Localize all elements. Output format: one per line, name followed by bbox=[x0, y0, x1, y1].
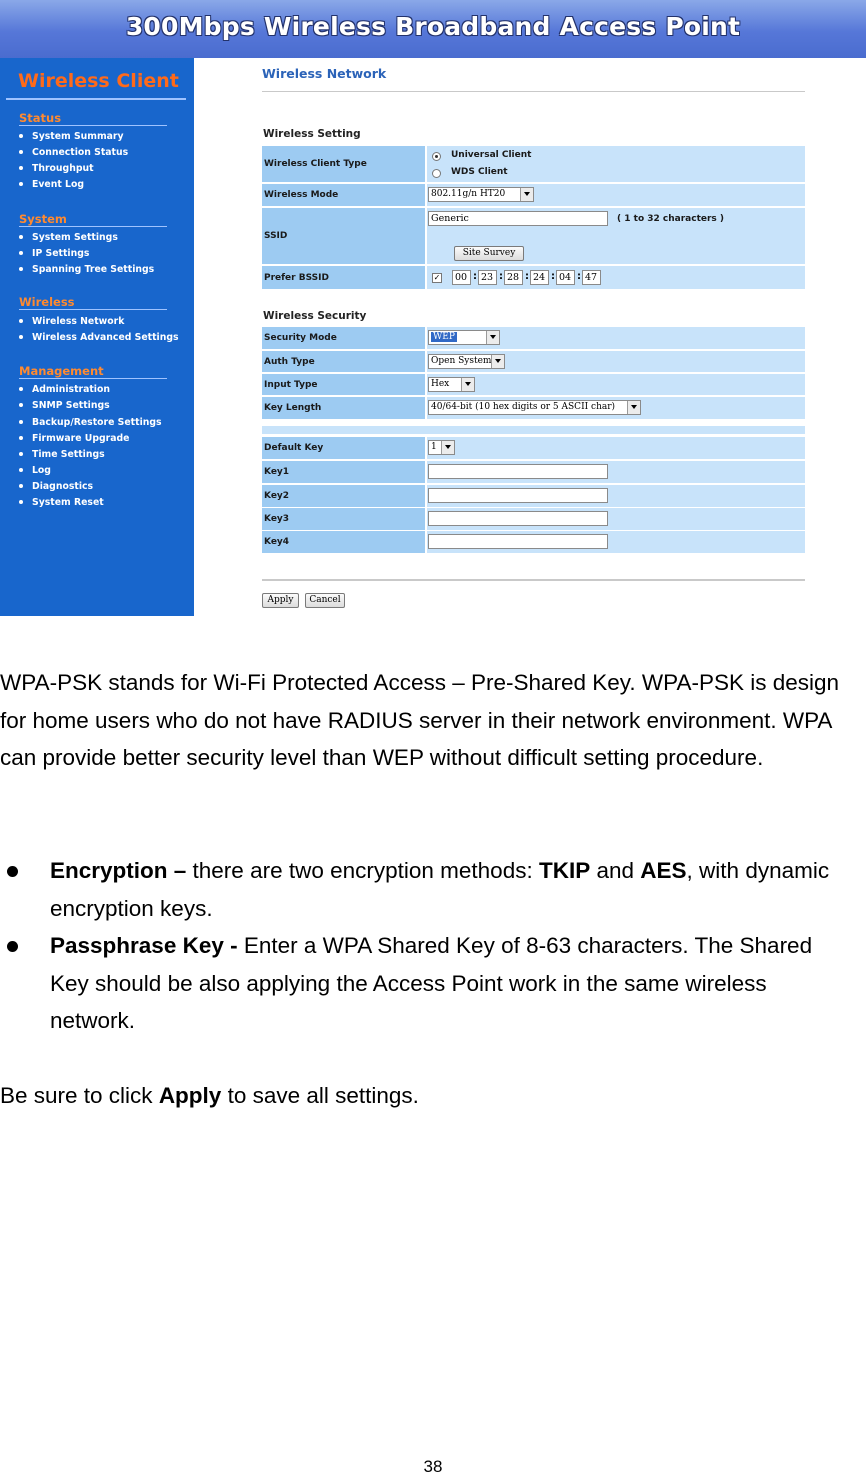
default-key-select[interactable]: 1 bbox=[428, 440, 455, 455]
bullet-icon bbox=[19, 319, 23, 323]
auth-type-label: Auth Type bbox=[262, 351, 425, 372]
sidebar-item-wireless-network[interactable]: Wireless Network bbox=[19, 316, 124, 327]
sidebar-section-system: System bbox=[19, 212, 67, 226]
chevron-down-icon bbox=[441, 441, 454, 454]
key3-label: Key3 bbox=[262, 508, 425, 530]
section-divider bbox=[19, 378, 167, 379]
ssid-input[interactable]: Generic bbox=[428, 211, 608, 226]
key2-label: Key2 bbox=[262, 485, 425, 507]
bssid-octet-1[interactable]: 00 bbox=[452, 270, 471, 285]
wireless-mode-label: Wireless Mode bbox=[262, 184, 425, 206]
bullet-icon bbox=[19, 500, 23, 504]
sidebar-item-connection-status[interactable]: Connection Status bbox=[19, 147, 128, 158]
client-type-row bbox=[262, 146, 805, 182]
bullet-icon bbox=[19, 468, 23, 472]
wireless-setting-heading: Wireless Setting bbox=[263, 128, 361, 140]
input-type-row bbox=[262, 374, 805, 395]
sidebar-section-status: Status bbox=[19, 111, 62, 125]
key-length-select[interactable]: 40/64-bit (10 hex digits or 5 ASCII char) bbox=[428, 400, 641, 415]
bssid-octet-2[interactable]: 23 bbox=[478, 270, 497, 285]
bssid-octet-5[interactable]: 04 bbox=[556, 270, 575, 285]
prefer-bssid-label: Prefer BSSID bbox=[262, 266, 425, 289]
sidebar-item-system-reset[interactable]: System Reset bbox=[19, 497, 104, 508]
sidebar-section-wireless: Wireless bbox=[19, 295, 75, 309]
sidebar-section-management: Management bbox=[19, 364, 104, 378]
sidebar-item-wireless-advanced-settings[interactable]: Wireless Advanced Settings bbox=[19, 332, 179, 343]
key2-row bbox=[262, 485, 805, 507]
intro-paragraph: WPA-PSK stands for Wi-Fi Protected Access – Pre-Shared Key. WPA-PSK is design for home users who do not have RADIUS server in their network environment. WPA can provide better security level than WEP without difficult setting procedure. bbox=[0, 670, 840, 770]
bullet-icon bbox=[19, 403, 23, 407]
passphrase-bullet: Passphrase Key - Enter a WPA Shared Key of 8-63 characters. The Shared Key should be also applying the Access Point work in the same wireless network. bbox=[50, 933, 813, 1033]
bullet-icon bbox=[19, 267, 23, 271]
bullet-icon bbox=[19, 436, 23, 440]
wds-client-label: WDS Client bbox=[451, 167, 508, 177]
section-divider bbox=[19, 125, 167, 126]
section-spacer bbox=[262, 426, 805, 434]
sidebar-item-throughput[interactable]: Throughput bbox=[19, 163, 94, 174]
banner-title: 300Mbps Wireless Broadband Access Point bbox=[125, 12, 741, 41]
bullet-icon bbox=[7, 941, 18, 952]
sidebar-item-ip-settings[interactable]: IP Settings bbox=[19, 248, 89, 259]
sidebar bbox=[0, 58, 194, 616]
security-mode-select[interactable]: WEP bbox=[428, 330, 500, 345]
input-type-label: Input Type bbox=[262, 374, 425, 395]
ssid-label: SSID bbox=[262, 208, 425, 264]
bullet-icon bbox=[19, 235, 23, 239]
bullet-icon bbox=[19, 335, 23, 339]
page-number: 38 bbox=[423, 1457, 443, 1476]
bullet-icon bbox=[19, 150, 23, 154]
client-type-label: Wireless Client Type bbox=[262, 146, 425, 182]
key3-row bbox=[262, 508, 805, 530]
input-type-select[interactable]: Hex bbox=[428, 377, 475, 392]
bullet-icon bbox=[19, 251, 23, 255]
key4-label: Key4 bbox=[262, 531, 425, 553]
sidebar-item-system-summary[interactable]: System Summary bbox=[19, 131, 124, 142]
sidebar-item-backup-restore-settings[interactable]: Backup/Restore Settings bbox=[19, 417, 162, 428]
bssid-octet-4[interactable]: 24 bbox=[530, 270, 549, 285]
bullet-icon bbox=[19, 387, 23, 391]
key1-row bbox=[262, 461, 805, 483]
encryption-bullet: Encryption – there are two encryption methods: TKIP and AES, with dynamic encryption keys. bbox=[50, 858, 830, 921]
site-survey-button[interactable]: Site Survey bbox=[454, 246, 524, 261]
universal-client-label: Universal Client bbox=[451, 150, 532, 160]
sidebar-item-diagnostics[interactable]: Diagnostics bbox=[19, 481, 93, 492]
closing-paragraph: Be sure to click Apply to save all settings. bbox=[0, 1083, 419, 1108]
ssid-row bbox=[262, 208, 805, 264]
wireless-mode-row bbox=[262, 184, 805, 206]
sidebar-item-event-log[interactable]: Event Log bbox=[19, 179, 84, 190]
key-length-row bbox=[262, 397, 805, 419]
sidebar-item-system-settings[interactable]: System Settings bbox=[19, 232, 118, 243]
page-title: Wireless Network bbox=[262, 66, 387, 81]
auth-type-row bbox=[262, 351, 805, 372]
security-mode-row bbox=[262, 327, 805, 349]
chevron-down-icon bbox=[491, 355, 504, 368]
title-divider bbox=[262, 91, 805, 92]
key2-input[interactable] bbox=[428, 488, 608, 503]
default-key-row bbox=[262, 437, 805, 459]
bullet-icon bbox=[19, 452, 23, 456]
sidebar-item-firmware-upgrade[interactable]: Firmware Upgrade bbox=[19, 433, 129, 444]
key1-label: Key1 bbox=[262, 461, 425, 483]
chevron-down-icon bbox=[520, 188, 533, 201]
sidebar-item-snmp-settings[interactable]: SNMP Settings bbox=[19, 400, 110, 411]
bssid-octet-3[interactable]: 28 bbox=[504, 270, 523, 285]
chevron-down-icon bbox=[627, 401, 640, 414]
apply-button[interactable]: Apply bbox=[262, 593, 299, 608]
chevron-down-icon bbox=[461, 378, 474, 391]
wireless-security-heading: Wireless Security bbox=[263, 310, 367, 322]
sidebar-divider bbox=[6, 98, 186, 100]
wds-client-radio[interactable] bbox=[432, 169, 441, 178]
cancel-button[interactable]: Cancel bbox=[305, 593, 345, 608]
bullet-icon bbox=[19, 182, 23, 186]
banner bbox=[0, 0, 866, 58]
bullet-icon bbox=[19, 484, 23, 488]
section-divider bbox=[19, 309, 167, 310]
sidebar-item-time-settings[interactable]: Time Settings bbox=[19, 449, 105, 460]
universal-client-radio[interactable] bbox=[432, 152, 441, 161]
chevron-down-icon bbox=[486, 331, 499, 344]
prefer-bssid-row: Prefer BSSID ✓ 00 : 23 : 28 : 24 : 04 : 47 bbox=[262, 266, 805, 289]
footer-divider bbox=[262, 579, 805, 581]
prefer-bssid-checkbox[interactable]: ✓ bbox=[433, 273, 441, 282]
bullet-icon bbox=[19, 166, 23, 170]
security-mode-label: Security Mode bbox=[262, 327, 425, 349]
bullet-icon bbox=[19, 420, 23, 424]
sidebar-title: Wireless Client bbox=[18, 70, 179, 92]
section-divider bbox=[19, 226, 167, 227]
default-key-label: Default Key bbox=[262, 437, 425, 459]
key1-input[interactable] bbox=[428, 464, 608, 479]
bssid-octet-6[interactable]: 47 bbox=[582, 270, 601, 285]
key3-input[interactable] bbox=[428, 511, 608, 526]
auth-type-select[interactable]: Open System bbox=[428, 354, 505, 369]
router-ui-screenshot bbox=[0, 0, 866, 616]
ssid-hint: ( 1 to 32 characters ) bbox=[617, 214, 725, 224]
sidebar-item-administration[interactable]: Administration bbox=[19, 384, 110, 395]
bullet-icon bbox=[19, 134, 23, 138]
wireless-mode-select[interactable]: 802.11g/n HT20 bbox=[428, 187, 534, 202]
sidebar-item-spanning-tree-settings[interactable]: Spanning Tree Settings bbox=[19, 264, 154, 275]
key-length-label: Key Length bbox=[262, 397, 425, 419]
bullet-icon bbox=[7, 866, 18, 877]
key4-row bbox=[262, 531, 805, 553]
key4-input[interactable] bbox=[428, 534, 608, 549]
sidebar-item-log[interactable]: Log bbox=[19, 465, 51, 476]
